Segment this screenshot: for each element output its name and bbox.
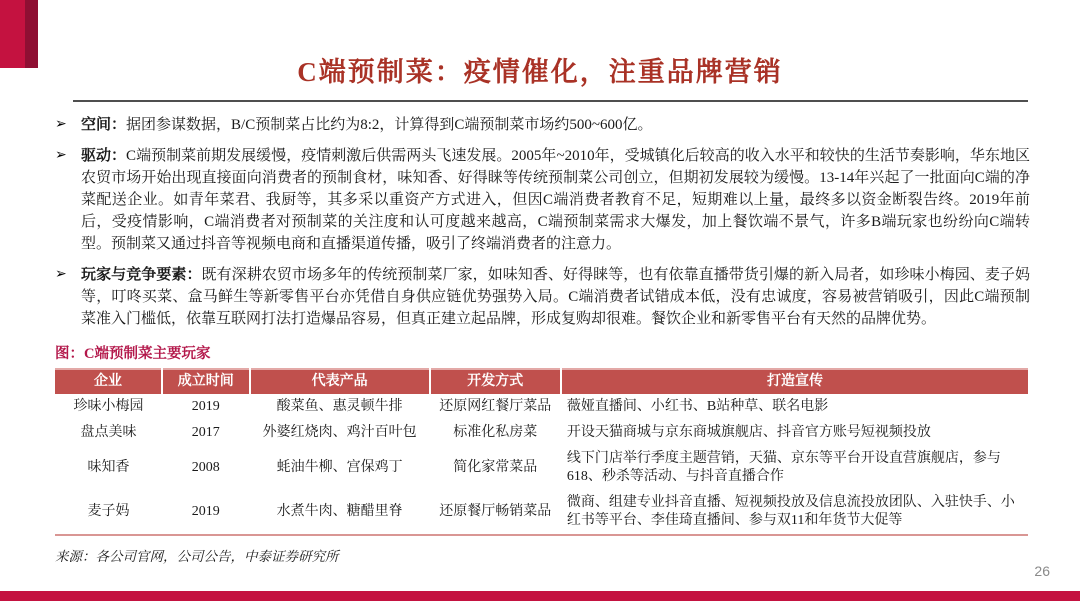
bullet-lead: 空间： <box>81 117 127 133</box>
cell-promotion: 微商、组建专业抖音直播、短视频投放及信息流投放团队、入驻快手、小红书等平台、李佳琦直播间、参与双11和年货节大促等 <box>566 495 1015 528</box>
corner-accent-bar-dark <box>25 0 38 68</box>
bullet-driver <box>55 145 1030 255</box>
arrow-bullet-icon: ➢ <box>55 148 67 163</box>
table-header <box>55 369 1028 394</box>
cell-products: 水煮牛肉、糖醋里脊 <box>276 504 403 519</box>
cell-company: 麦子妈 <box>87 504 130 519</box>
cell-founded: 2019 <box>191 399 220 414</box>
header-products: 代表产品 <box>250 369 430 394</box>
table-row <box>55 420 1028 446</box>
bullet-lead: 驱动： <box>81 148 127 164</box>
table-row <box>55 490 1028 535</box>
table-row <box>55 446 1028 490</box>
bullet-players <box>55 264 1030 330</box>
cell-dev-method: 还原网红餐厅菜品 <box>439 399 552 414</box>
arrow-bullet-icon: ➢ <box>55 117 67 132</box>
bullet-body: 据团参谋数据，B/C预制菜占比约为8:2，计算得到C端预制菜市场约500~600亿。 <box>126 117 653 133</box>
cell-dev-method: 简化家常菜品 <box>453 460 538 475</box>
players-table <box>55 368 1028 536</box>
cell-founded: 2017 <box>191 425 220 440</box>
cell-dev-method: 还原餐厅畅销菜品 <box>439 504 552 519</box>
cell-products: 蚝油牛柳、宫保鸡丁 <box>276 460 403 475</box>
bullet-body: 既有深耕农贸市场多年的传统预制菜厂家，如味知香、好得睐等，也有依靠直播带货引爆的新入局者，如珍味小梅园、麦子妈等，叮咚买菜、盒马鲜生等新零售平台亦凭借自身供应链优势强势入局。C端消费者试错成本低，没有忠诚度，容易被营销吸引，因此C端预制菜准入门槛低，依靠互联网打法打造爆品容易，但真正建立起品牌，形成复购却很难。餐饮企业和新零售平台有天然的品牌优势。 <box>81 267 1030 327</box>
bullet-text <box>81 264 1030 330</box>
header-promotion: 打造宣传 <box>561 369 1028 394</box>
arrow-bullet-icon: ➢ <box>55 267 67 282</box>
figure-label: 图：C端预制菜主要玩家 <box>55 346 211 362</box>
source-note: 来源：各公司官网，公司公告，中泰证券研究所 <box>55 549 339 564</box>
cell-dev-method: 标准化私房菜 <box>453 425 538 440</box>
cell-company: 味知香 <box>87 460 130 475</box>
cell-company: 珍味小梅园 <box>73 399 144 414</box>
cell-promotion: 线下门店举行季度主题营销，天猫、京东等平台开设直营旗舰店，参与618、秒杀等活动、与抖音直播合作 <box>566 451 1001 484</box>
header-dev-method: 开发方式 <box>430 369 561 394</box>
bullet-text <box>81 145 1030 255</box>
cell-promotion: 开设天猫商城与京东商城旗舰店、抖音官方账号短视频投放 <box>566 425 931 440</box>
bullet-lead: 玩家与竞争要素： <box>81 267 202 283</box>
table-body <box>55 394 1028 535</box>
table-header-row <box>55 369 1028 394</box>
cell-founded: 2019 <box>191 504 220 519</box>
cell-founded: 2008 <box>191 460 220 475</box>
cell-products: 外婆红烧肉、鸡汁百叶包 <box>262 425 417 440</box>
page-number: 26 <box>1034 563 1050 579</box>
bullet-space <box>55 114 1030 136</box>
page-title: C端预制菜：疫情催化，注重品牌营销 <box>297 57 783 87</box>
cell-promotion: 薇娅直播间、小红书、B站种草、联名电影 <box>566 399 829 414</box>
cell-products: 酸菜鱼、惠灵顿牛排 <box>276 399 403 414</box>
header-company: 企业 <box>55 369 162 394</box>
content-area <box>0 102 1080 565</box>
bottom-accent-bar <box>0 591 1080 601</box>
table-row <box>55 394 1028 420</box>
header-founded: 成立时间 <box>162 369 250 394</box>
bullet-body: C端预制菜前期发展缓慢，疫情刺激后供需两头飞速发展。2005年~2010年，受城镇化后较高的收入水平和较快的生活节奏影响，华东地区农贸市场开始出现直接面向消费者的预制食材，味知香、好得睐等传统预制菜公司创立，但期初发展较为缓慢。13-14年兴起了一批面向C端的净菜配送企业。如青年菜君、我厨等，其多采以重资产方式进入，但因C端消费者教育不足，短期难以上量，最终多以资金断裂告终。2019年前后，受疫情影响，C端消费者对预制菜的关注度和认可度越来越高，C端预制菜需求大爆发，加上餐饮端不景气，许多B端玩家也纷纷向C端转型。预制菜又通过抖音等视频电商和直播渠道传播，吸引了终端消费者的注意力。 <box>81 148 1030 252</box>
cell-company: 盘点美味 <box>80 425 137 440</box>
bullet-text <box>81 114 1030 136</box>
